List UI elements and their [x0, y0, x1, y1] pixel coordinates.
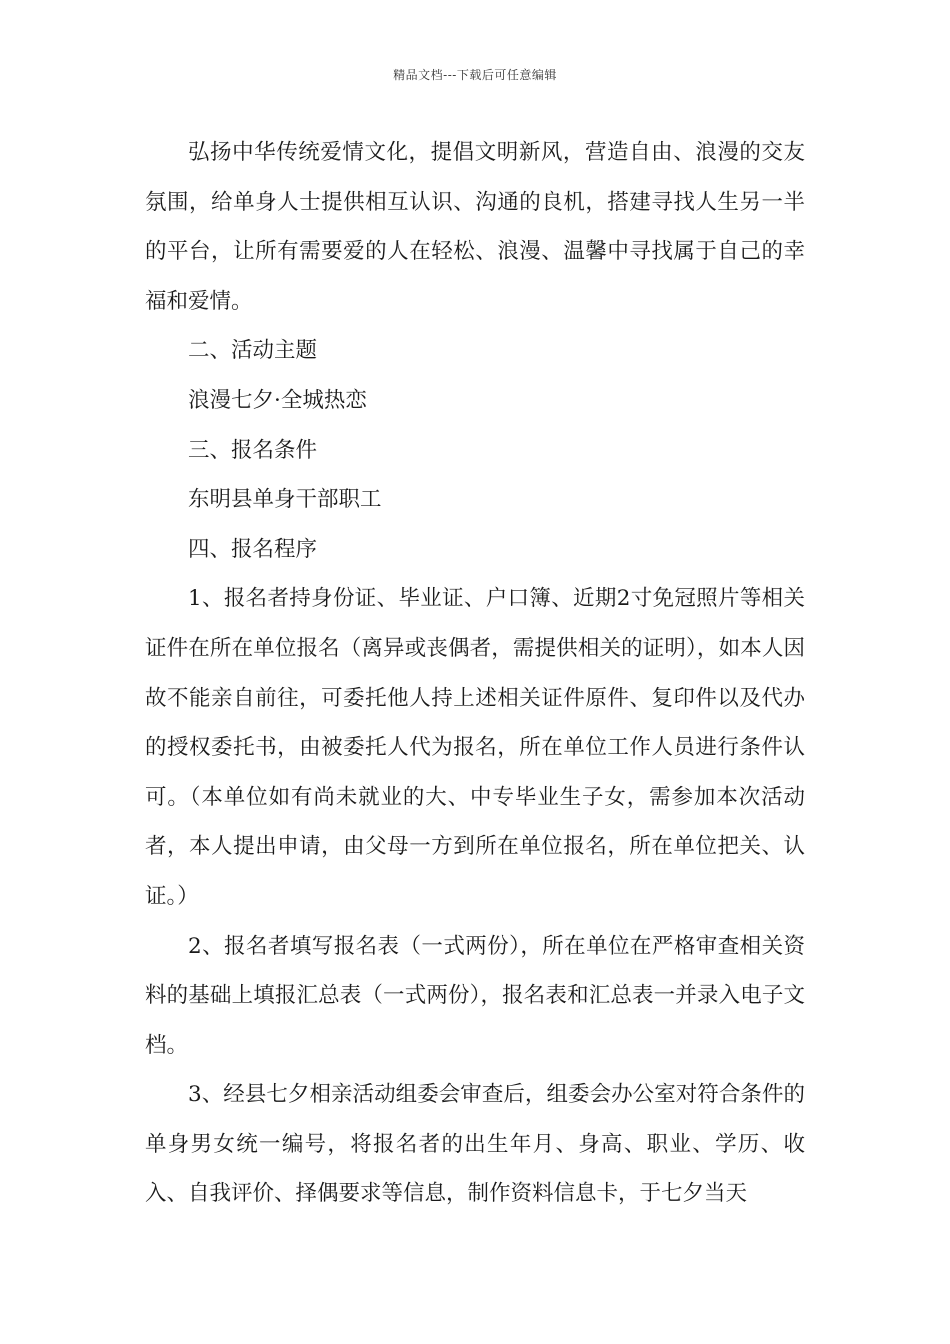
paragraph-procedure-2: 2、报名者填写报名表（一式两份），所在单位在严格审查相关资料的基础上填报汇总表（一式两份），报名表和汇总表一并录入电子文档。 [145, 933, 805, 1058]
paragraph-conditions: 东明县单身干部职工 [188, 487, 382, 513]
paragraph-intro: 弘扬中华传统爱情文化，提倡文明新风，营造自由、浪漫的交友氛围，给单身人士提供相互认识、沟通的良机，搭建寻找人生另一半的平台，让所有需要爱的人在轻松、浪漫、温馨中寻找属于自己的幸福和爱情。 [145, 140, 805, 314]
page-header: 精品文档---下载后可任意编辑 [393, 68, 557, 82]
heading-activity-theme: 二、活动主题 [188, 338, 318, 364]
document-body [145, 128, 805, 1219]
heading-registration-procedure: 四、报名程序 [188, 536, 318, 562]
paragraph-procedure-3: 3、经县七夕相亲活动组委会审查后，组委会办公室对符合条件的单身男女统一编号，将报名者的出生年月、身高、职业、学历、收入、自我评价、择偶要求等信息，制作资料信息卡，于七夕当天 [145, 1082, 805, 1207]
paragraph-procedure-1: 1、报名者持身份证、毕业证、户口簿、近期2寸免冠照片等相关证件在所在单位报名（离异或丧偶者，需提供相关的证明），如本人因故不能亲自前往，可委托他人持上述相关证件原件、复印件以及代办的授权委托书，由被委托人代为报名，所在单位工作人员进行条件认可。（本单位如有尚未就业的大、中专毕业生子女，需参加本次活动者，本人提出申请，由父母一方到所在单位报名，所在单位把关、认证。） [145, 586, 805, 909]
paragraph-theme: 浪漫七夕·全城热恋 [188, 387, 367, 413]
heading-registration-conditions: 三、报名条件 [188, 437, 318, 463]
